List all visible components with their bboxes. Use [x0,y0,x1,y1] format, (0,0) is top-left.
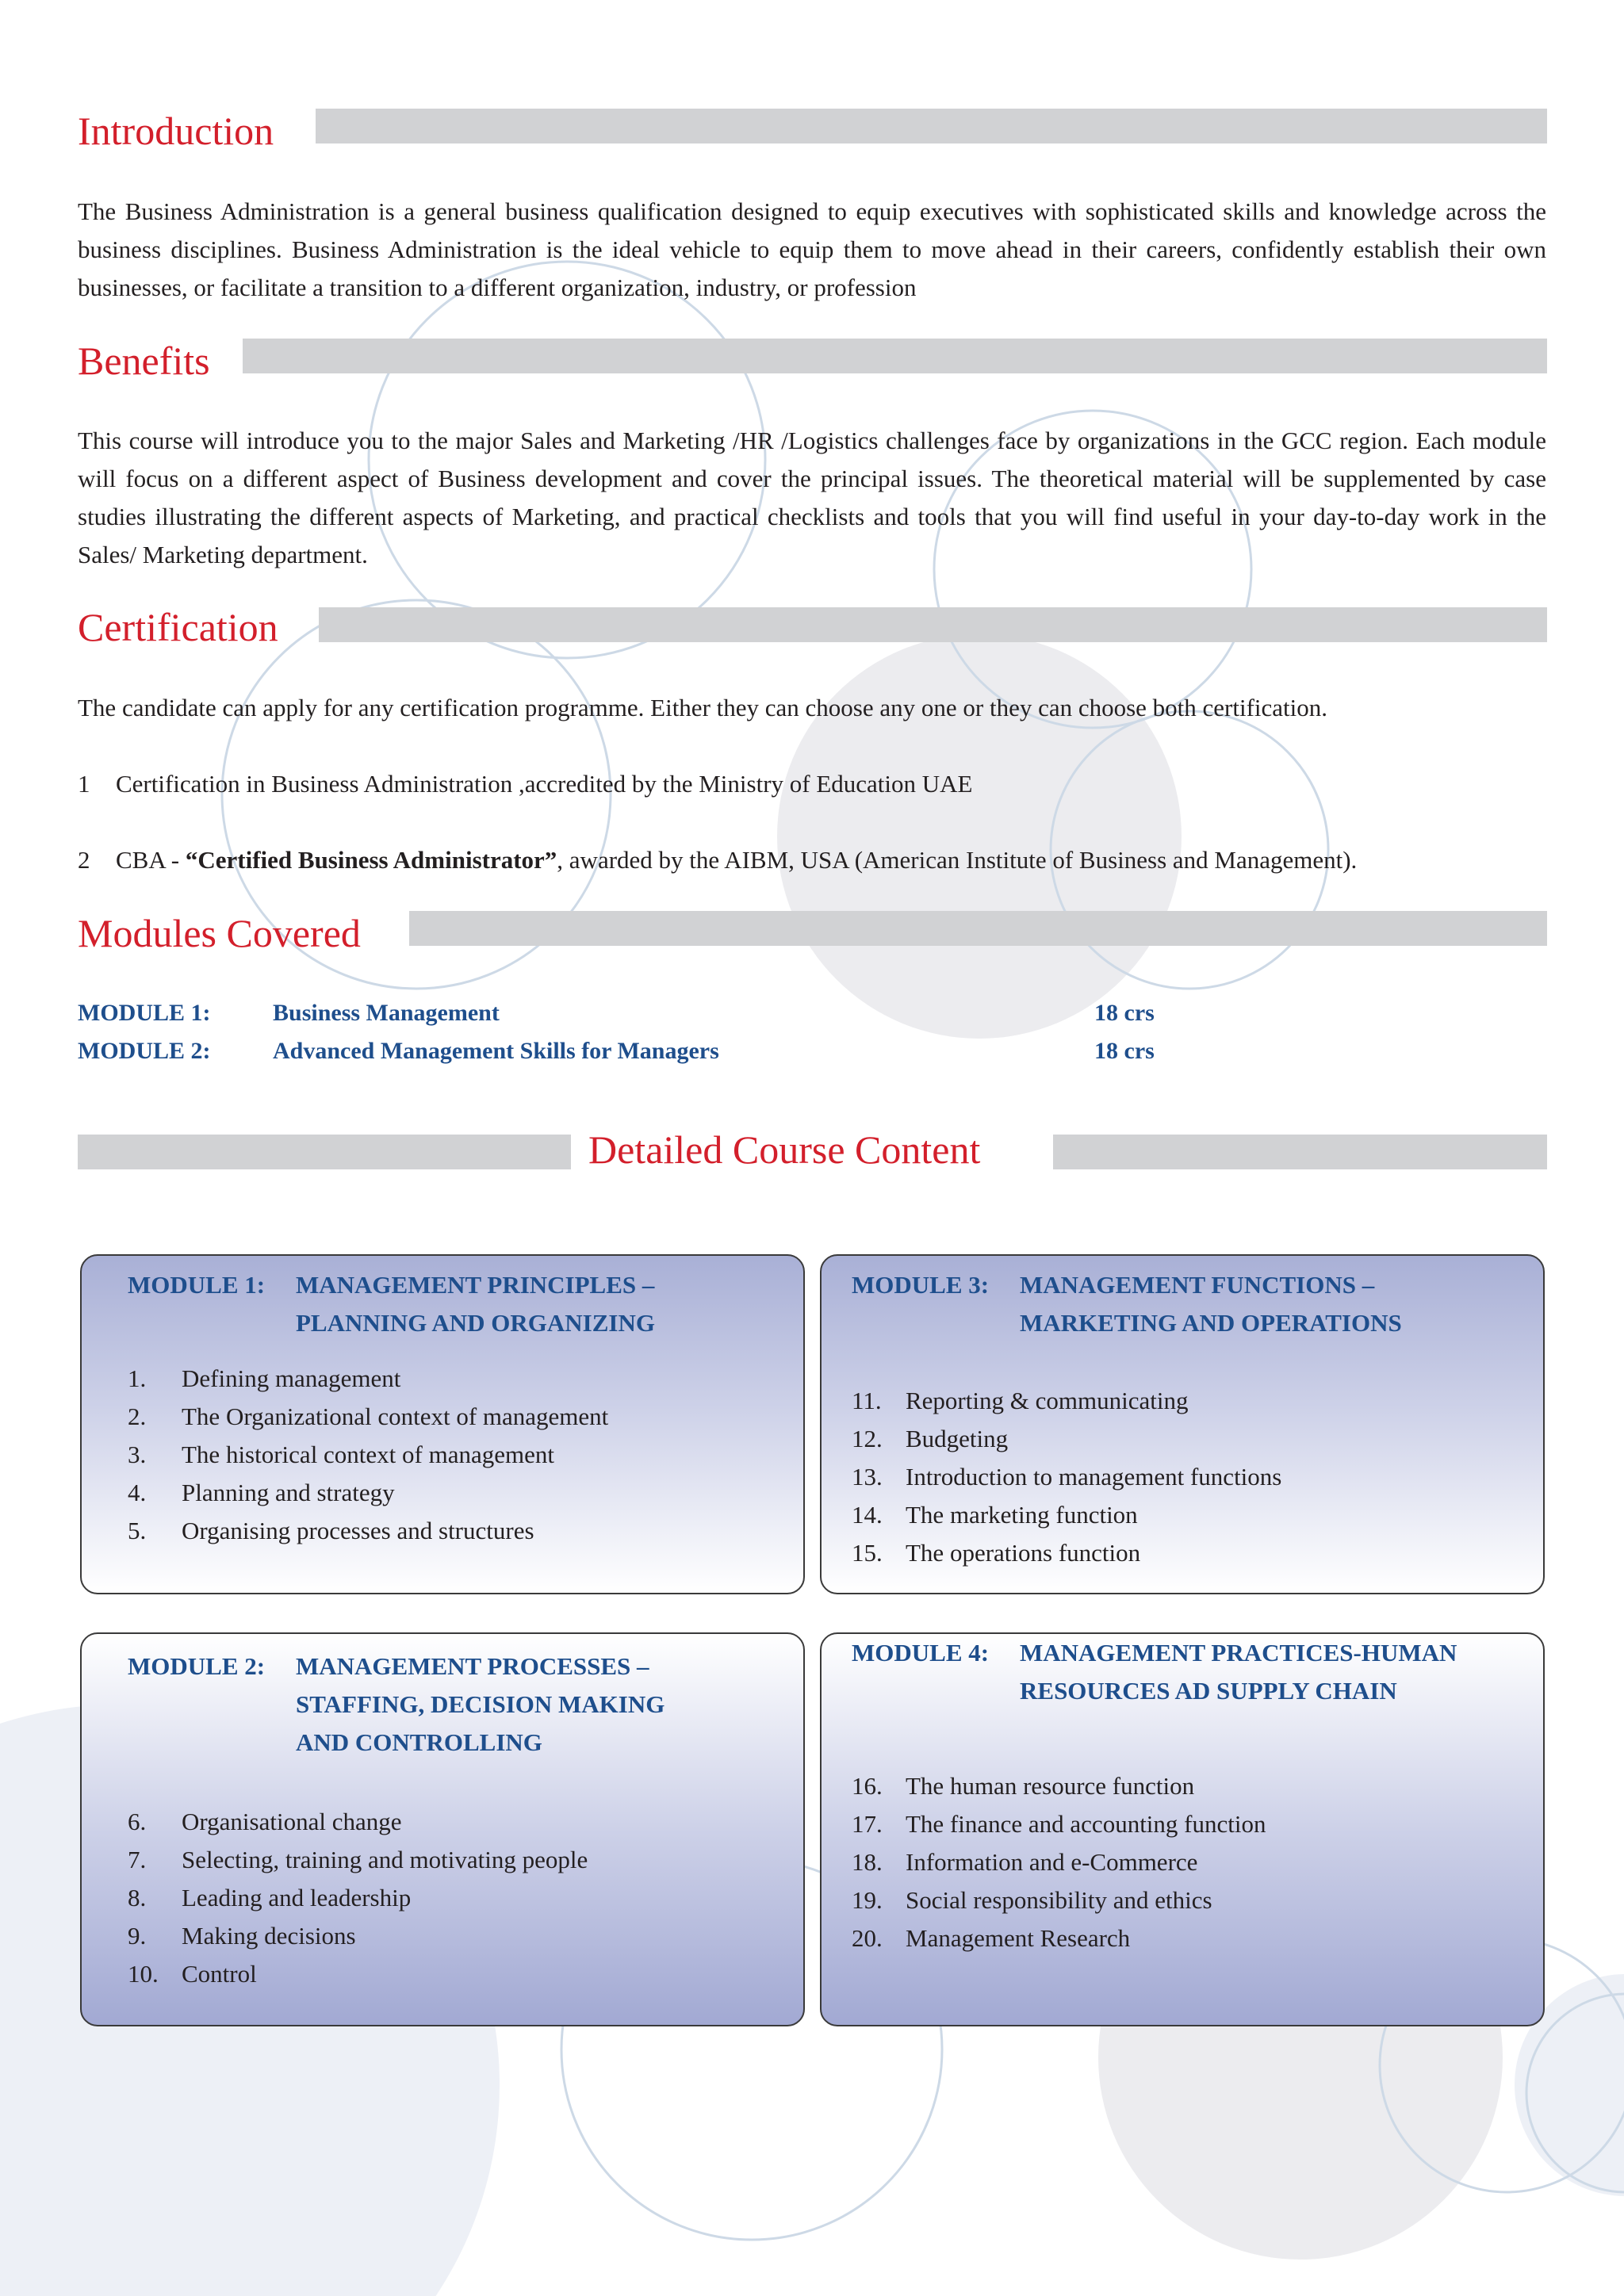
introduction-text: The Business Administration is a general business qualification designed to equip executives with sophisticated skills and knowledge across the business disciplines. Business Administration is the ideal vehicle to equip them to move ahead in their careers, confidently establish their own businesses, or facilitate a transition to a different organization, industry, or profession [78,197,1546,301]
module-label: MODULE 1: [78,1000,211,1026]
heading-bar [319,607,1547,642]
detailed-content-heading: Detailed Course Content [588,1127,981,1172]
module-box-title-line: AND CONTROLLING [296,1728,542,1756]
list-item: 19. Social responsibility and ethics [852,1886,1212,1914]
module-box-title-line: MANAGEMENT PRINCIPLES – [296,1271,655,1299]
module-box-title-line: STAFFING, DECISION MAKING [296,1690,665,1718]
item-prefix: CBA - [116,846,186,874]
list-item: 13. Introduction to management functions [852,1463,1282,1490]
list-item: 3. The historical context of management [128,1441,554,1468]
module-box-title-line: MANAGEMENT PROCESSES – [296,1652,649,1680]
module-label: MODULE 2: [78,1038,211,1064]
heading-bar [243,339,1547,373]
list-item: 20. Management Research [852,1924,1131,1952]
module-box-2 [80,1632,805,2026]
list-item: 17. The finance and accounting function [852,1810,1266,1838]
module-name: Business Management [273,1000,500,1026]
certification-item [78,768,973,800]
list-item: 2. The Organizational context of management [128,1402,609,1430]
item-text: Certification in Business Administration ,accredited by the Ministry of Education UAE [116,770,973,798]
heading-bar [409,911,1547,946]
module-topic-list [128,1360,608,1550]
list-item: 8. Leading and leadership [128,1884,412,1911]
module-topic-list [852,1767,1266,1957]
list-item: 16. The human resource function [852,1772,1195,1800]
module-box-label: MODULE 1: [128,1271,266,1299]
heading-bar [78,1135,571,1169]
module-topic-list [128,1803,588,1993]
certification-text: The candidate can apply for any certification programme. Either they can choose any one or they can choose both certification. [78,694,1328,721]
benefits-heading: Benefits [78,339,210,383]
item-suffix: , awarded by the AIBM, USA (American Institute of Business and Management). [557,846,1358,874]
module-box-label: MODULE 4: [852,1639,990,1667]
list-item: 7. Selecting, training and motivating people [128,1846,588,1873]
module-credits: 18 crs [1094,1000,1155,1026]
list-item: 6. Organisational change [128,1808,402,1835]
module-box-title-line: MARKETING AND OPERATIONS [1020,1309,1402,1337]
list-item: 18. Information and e-Commerce [852,1848,1198,1876]
list-item: 4. Planning and strategy [128,1479,395,1506]
heading-bar [316,109,1547,144]
certification-item [78,844,1357,876]
item-number: 2 [78,846,90,874]
module-box-title-line: MANAGEMENT FUNCTIONS – [1020,1271,1375,1299]
list-item: 12. Budgeting [852,1425,1009,1452]
item-number: 1 [78,770,90,798]
list-item: 9. Making decisions [128,1922,356,1950]
list-item: 1. Defining management [128,1364,401,1392]
benefits-text: This course will introduce you to the major Sales and Marketing /HR /Logistics challenges face by organizations in the GCC region. Each module will focus on a different aspect of Business development and cover the principal issues. The theoretical material will be supplemented by case studies illustrating the different aspects of Marketing, and practical checklists and tools that you will find useful in your day-to-day work in the Sales/ Marketing department. [78,427,1546,568]
modules-covered-heading: Modules Covered [78,911,361,955]
module-box-3 [820,1254,1545,1594]
list-item: 11. Reporting & communicating [852,1387,1189,1414]
module-box-label: MODULE 3: [852,1271,990,1299]
module-box-title-line: MANAGEMENT PRACTICES-HUMAN [1020,1639,1457,1667]
module-box-4 [820,1632,1545,2026]
list-item: 10. Control [128,1960,257,1988]
module-credits: 18 crs [1094,1038,1155,1064]
module-box-1 [80,1254,805,1594]
list-item: 5. Organising processes and structures [128,1517,534,1544]
introduction-heading: Introduction [78,109,274,153]
module-box-label: MODULE 2: [128,1652,266,1680]
heading-bar [1053,1135,1547,1169]
list-item: 14. The marketing function [852,1501,1138,1529]
certification-heading: Certification [78,605,278,649]
item-bold-title: “Certified Business Administrator” [185,846,557,874]
module-topic-list [852,1382,1281,1572]
module-name: Advanced Management Skills for Managers [273,1038,719,1064]
list-item: 15. The operations function [852,1539,1141,1567]
module-box-title-line: PLANNING AND ORGANIZING [296,1309,655,1337]
module-box-title-line: RESOURCES AD SUPPLY CHAIN [1020,1677,1397,1705]
